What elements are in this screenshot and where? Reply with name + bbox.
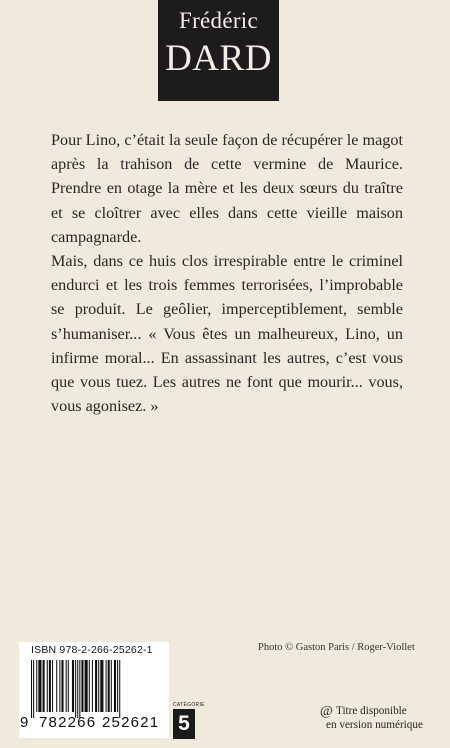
barcode-bar (47, 660, 48, 712)
barcode-bar (56, 660, 57, 712)
barcode-bar (89, 660, 90, 712)
barcode-bar (108, 660, 110, 712)
barcode-bar (59, 660, 60, 712)
barcode-bar (68, 660, 69, 712)
barcode-bars (31, 660, 157, 718)
barcode-bar (85, 660, 88, 712)
barcode-bar (36, 660, 37, 712)
barcode-bar (119, 660, 120, 718)
category-badge: 5 (173, 709, 195, 739)
digital-availability-line1: Titre disponible (336, 705, 407, 717)
barcode-digit-lead: 9 (20, 714, 29, 731)
barcode-bar (61, 660, 63, 712)
barcode-bar (43, 660, 45, 712)
barcode-digits-group2: 252621 (102, 714, 160, 731)
barcode-bar (66, 660, 67, 712)
blurb-paragraph-2: Mais, dans ce huis clos irrespirable entre le criminel endurci et les trois femmes terrorisées, l’improbable se produit. Le geôlier, imperceptiblement, semble s’humaniser... « Vous êtes un malheureux, Lino, un infirme moral... En assassinant les autres, c’est vous que vous tuez. Les autres ne font que mourir... vous, vous agonisez. » (51, 252, 403, 416)
digital-availability-line2: en version numérique (326, 719, 423, 731)
category-label: CATÉGORIE (173, 702, 205, 708)
barcode-bar (114, 660, 116, 712)
barcode-bar (79, 660, 80, 718)
barcode-bar (95, 660, 97, 712)
author-last-name: DARD (165, 38, 272, 79)
barcode-bar (38, 660, 41, 712)
isbn-barcode (19, 642, 169, 738)
author-first-name: Frédéric (178, 8, 259, 33)
barcode-bar (106, 660, 107, 712)
e-symbol-icon: @ (320, 704, 333, 719)
barcode-bar (92, 660, 93, 712)
barcode-bar (31, 660, 32, 718)
author-block (158, 0, 279, 101)
barcode-bar (33, 660, 34, 718)
barcode-bar (81, 660, 83, 712)
barcode-bar (111, 660, 112, 712)
barcode-digits-group1: 782266 (39, 714, 97, 731)
isbn-label: ISBN 978-2-266-25262-1 (31, 644, 153, 656)
photo-credit: Photo © Gaston Paris / Roger-Viollet (258, 642, 415, 653)
barcode-bar (117, 660, 118, 712)
barcode-bar (100, 660, 103, 712)
barcode-bar (49, 660, 51, 712)
barcode-bar (77, 660, 78, 718)
barcode-bar (75, 660, 76, 718)
barcode-bar (52, 660, 53, 712)
blurb-paragraph-1: Pour Lino, c’était la seule façon de récupérer le magot après la trahison de cette vermine de Maurice. Prendre en otage la mère et les deux sœurs du traître et se cloîtrer avec elles dans cette vieille maison campagnarde. (51, 131, 403, 246)
barcode-bar (98, 660, 99, 712)
barcode-bar (72, 660, 74, 712)
back-cover-blurb (51, 128, 403, 418)
